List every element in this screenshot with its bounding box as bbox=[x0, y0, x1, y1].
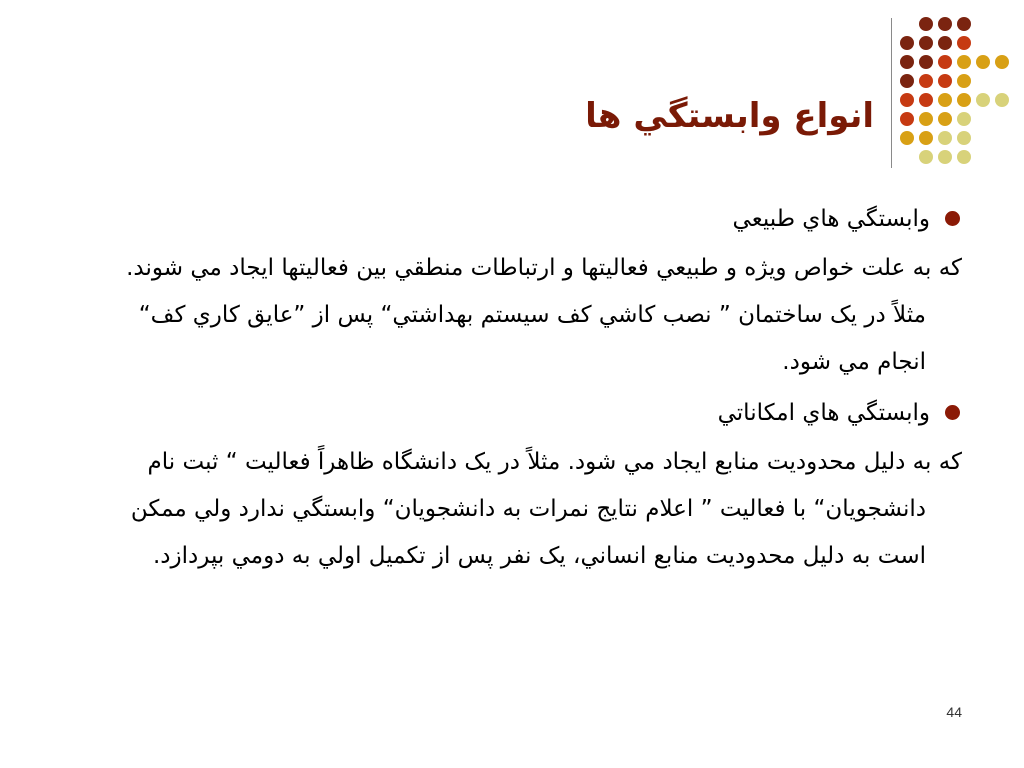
decorative-dot bbox=[938, 36, 952, 50]
decorative-dot bbox=[938, 74, 952, 88]
decorative-dot bbox=[919, 55, 933, 69]
decorative-dot bbox=[938, 55, 952, 69]
slide-content bbox=[102, 196, 962, 584]
decorative-dot bbox=[919, 17, 933, 31]
decorative-dot bbox=[957, 93, 971, 107]
decorative-dot-grid bbox=[0, 0, 1024, 170]
decorative-dot bbox=[976, 55, 990, 69]
decorative-dot bbox=[919, 131, 933, 145]
decorative-dot bbox=[957, 150, 971, 164]
page-number: 44 bbox=[946, 704, 962, 720]
bullet-heading: وابستگي هاي امکاناتي bbox=[717, 400, 930, 426]
decorative-dot bbox=[900, 74, 914, 88]
bullet-heading: وابستگي هاي طبيعي bbox=[732, 206, 930, 232]
decorative-dot bbox=[957, 74, 971, 88]
title-divider-line bbox=[891, 18, 892, 168]
decorative-dot bbox=[938, 131, 952, 145]
bullet-body: که به علت خواص ويژه و طبيعي فعاليتها و ارتباطات منطقي بين فعاليتها ايجاد مي شوند. مثلاً در يک ساختمان ” نصب کاشي کف سيستم بهداشتي“ پس از ”عايق کاري کف“ انجام مي شود. bbox=[126, 255, 962, 375]
decorative-dot bbox=[919, 36, 933, 50]
decorative-dot bbox=[995, 93, 1009, 107]
decorative-dot bbox=[976, 93, 990, 107]
decorative-dot bbox=[957, 17, 971, 31]
bullet-item bbox=[102, 196, 962, 243]
decorative-dot bbox=[900, 112, 914, 126]
slide-title: انواع وابستگي ها bbox=[585, 96, 874, 136]
bullet-icon bbox=[945, 405, 960, 420]
bullet-icon bbox=[945, 211, 960, 226]
decorative-dot bbox=[938, 93, 952, 107]
decorative-dot bbox=[919, 93, 933, 107]
decorative-dot bbox=[919, 74, 933, 88]
decorative-dot bbox=[900, 36, 914, 50]
decorative-dot bbox=[957, 36, 971, 50]
decorative-dot bbox=[938, 150, 952, 164]
bullet-body: که به دليل محدوديت منابع ايجاد مي شود. مثلاً در يک دانشگاه ظاهراً فعاليت “ ثبت نام دانشجويان“ با فعاليت ” اعلام نتايج نمرات به دانشجويان“ وابستگي ندارد ولي ممکن است به دليل محدوديت منابع انساني، يک نفر پس از تکميل اولي به دومي بپردازد. bbox=[130, 449, 962, 569]
decorative-dot bbox=[900, 131, 914, 145]
decorative-dot bbox=[900, 93, 914, 107]
decorative-dot bbox=[938, 17, 952, 31]
bullet-item bbox=[102, 390, 962, 437]
decorative-dot bbox=[957, 112, 971, 126]
decorative-dot bbox=[919, 112, 933, 126]
decorative-dot bbox=[957, 55, 971, 69]
decorative-dot bbox=[995, 55, 1009, 69]
decorative-dot bbox=[900, 55, 914, 69]
decorative-dot bbox=[919, 150, 933, 164]
decorative-dot bbox=[938, 112, 952, 126]
decorative-dot bbox=[957, 131, 971, 145]
